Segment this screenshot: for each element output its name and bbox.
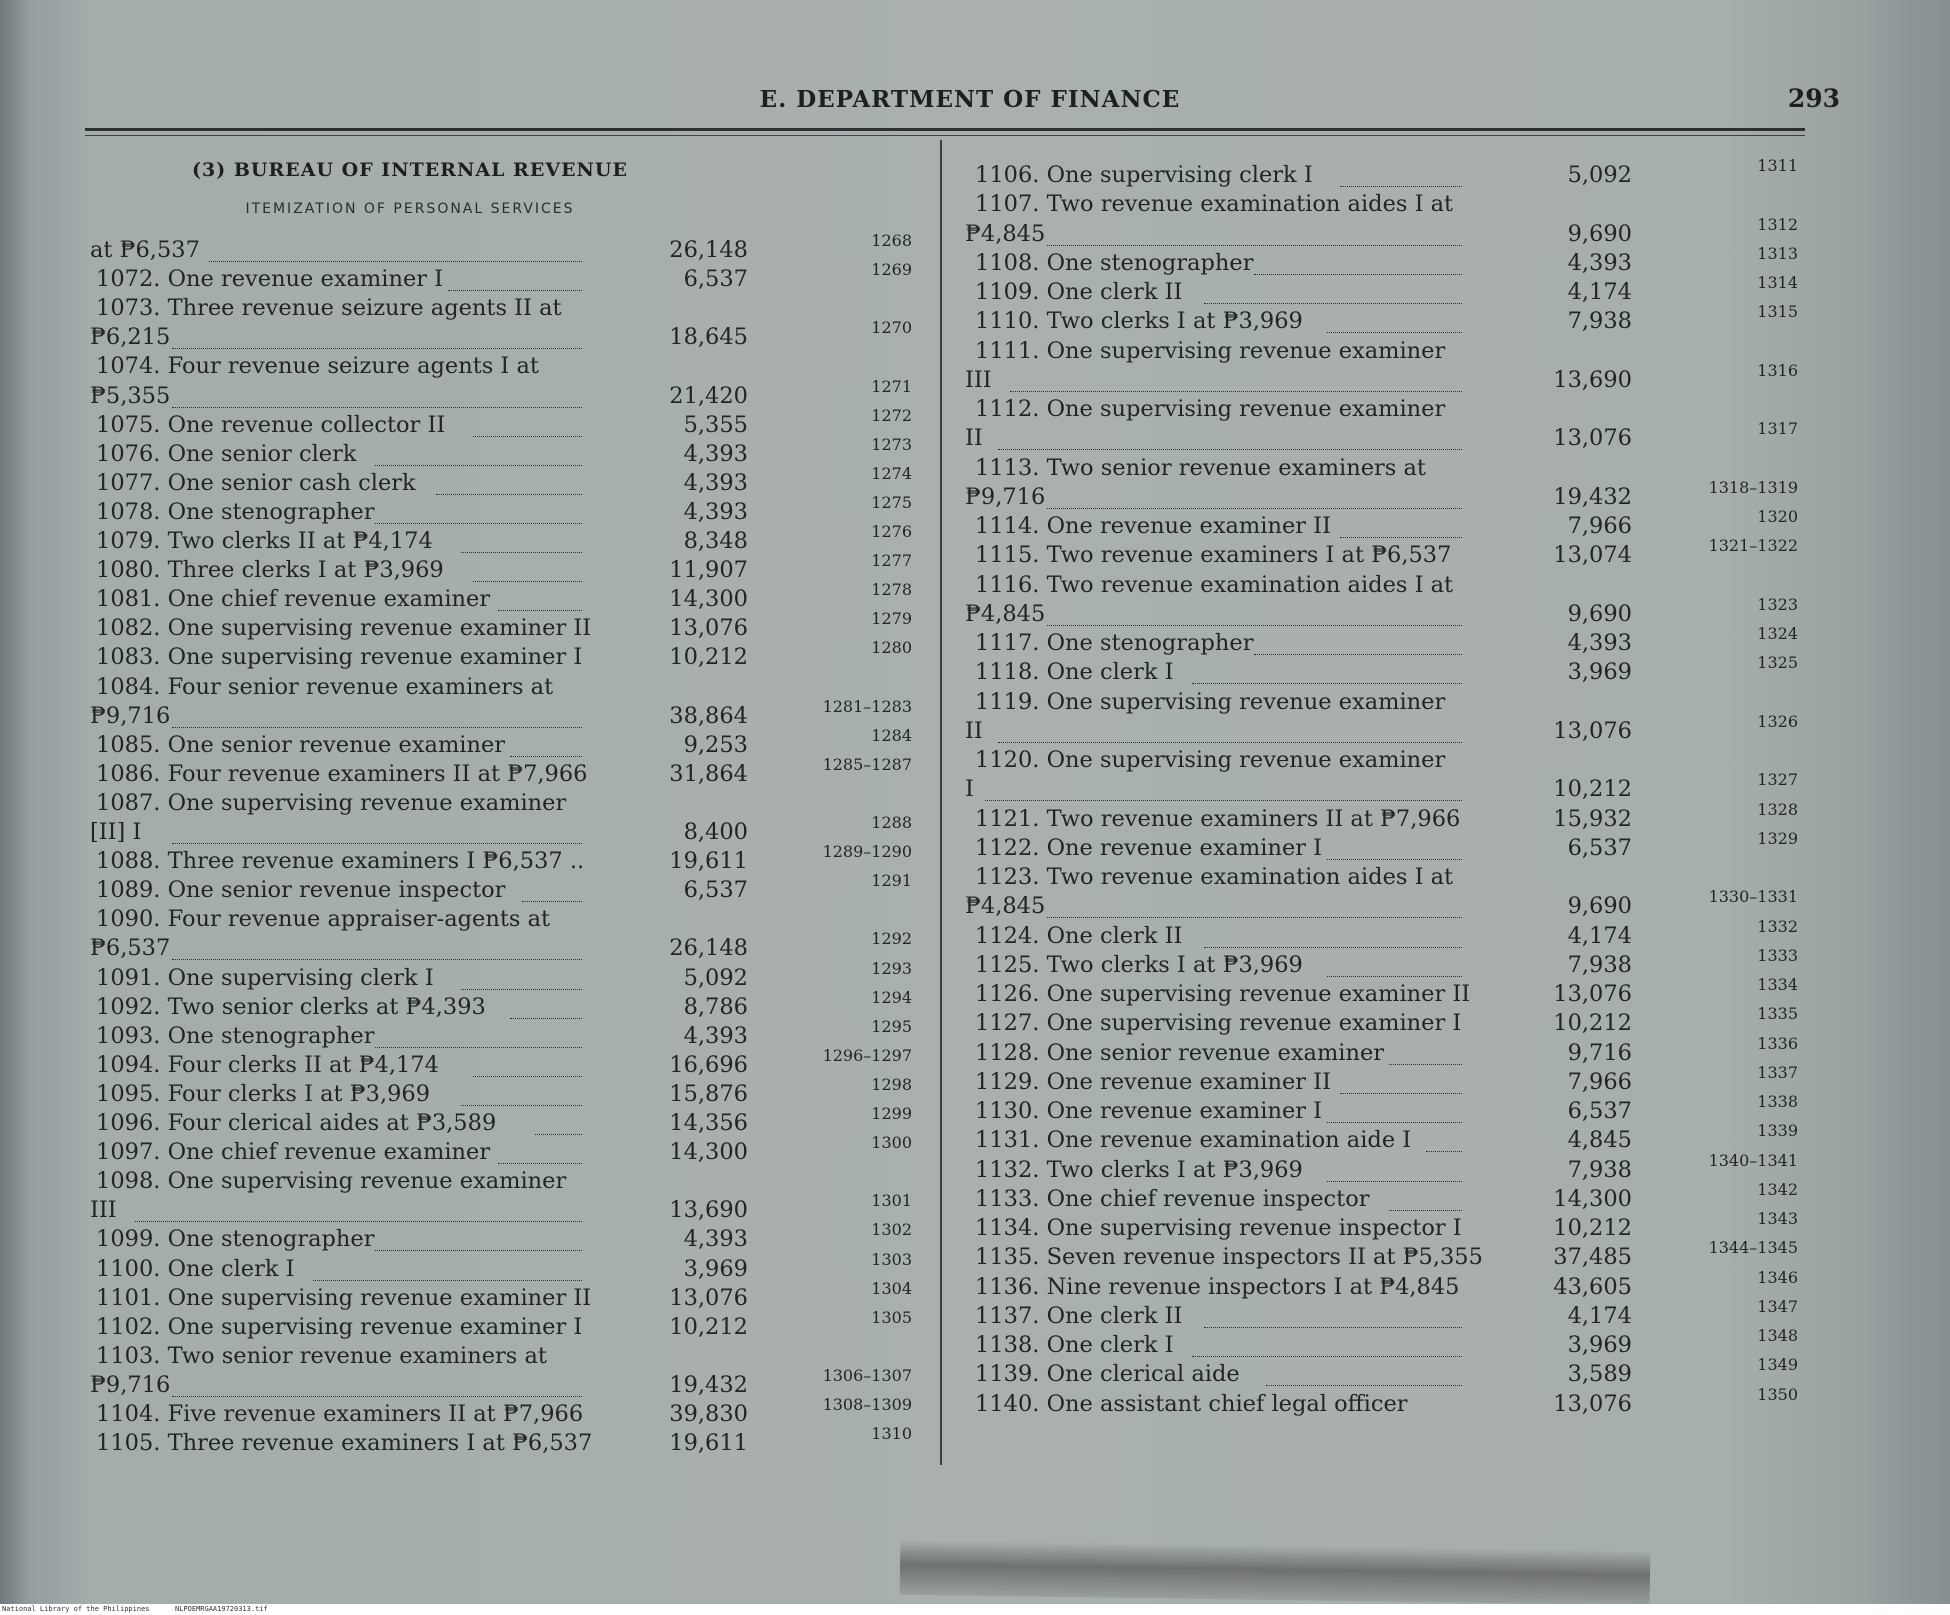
- item-amount: 13,076: [669, 615, 748, 642]
- item-amount: 8,400: [683, 819, 748, 845]
- item-reference-number: 1332: [1757, 916, 1798, 936]
- dot-leader: [1327, 1122, 1462, 1123]
- item-description: 1085. One senior revenue examiner: [96, 731, 506, 758]
- item-amount: 38,864: [669, 702, 748, 729]
- item-description: III: [965, 366, 992, 393]
- item-description: 1089. One senior revenue inspector: [96, 877, 506, 904]
- item-amount: 13,076: [669, 1284, 748, 1311]
- item-amount: 10,212: [669, 644, 748, 671]
- item-description: 1107. Two revenue examination aides I at: [975, 191, 1454, 218]
- item-reference-number: 1324: [1757, 624, 1798, 643]
- item-reference-number: 1314: [1757, 273, 1798, 292]
- item-description: III: [90, 1197, 117, 1224]
- dot-leader: [1266, 1385, 1462, 1386]
- item-reference-number: 1284: [871, 725, 912, 745]
- item-description: 1134. One supervising revenue inspector I: [975, 1215, 1462, 1241]
- item-description: ₱5,355: [90, 382, 171, 409]
- dot-leader: [1340, 186, 1462, 187]
- item-reference-number: 1312: [1757, 214, 1798, 234]
- item-reference-number: 1275: [871, 492, 912, 512]
- dot-leader: [209, 261, 582, 262]
- item-reference-number: 1272: [871, 405, 912, 425]
- item-amount: 9,690: [1567, 220, 1632, 247]
- item-reference-number: 1310: [871, 1424, 912, 1444]
- item-description: 1076. One senior clerk: [96, 440, 357, 467]
- dot-leader: [1254, 654, 1462, 655]
- item-description: 1137. One clerk II: [975, 1302, 1183, 1329]
- item-amount: 5,092: [683, 964, 748, 991]
- dot-leader: [1204, 1327, 1462, 1328]
- header-rule: [85, 128, 1805, 131]
- item-reference-number: 1318–1319: [1708, 477, 1798, 497]
- item-reference-number: 1276: [871, 522, 912, 541]
- item-description: 1130. One revenue examiner I: [975, 1098, 1323, 1124]
- item-reference-number: 1278: [871, 580, 912, 600]
- item-reference-number: 1316: [1757, 360, 1798, 380]
- item-description: 1080. Three clerks I at ₱3,969: [96, 557, 444, 584]
- dot-leader: [1426, 1151, 1462, 1152]
- item-description: 1112. One supervising revenue examiner: [975, 396, 1446, 422]
- dot-leader: [510, 756, 582, 757]
- item-amount: 3,969: [683, 1255, 748, 1282]
- footer-library: National Library of the Philippines: [2, 1605, 150, 1613]
- item-amount: 43,605: [1553, 1273, 1632, 1300]
- item-description: 1125. Two clerks I at ₱3,969: [975, 951, 1303, 978]
- item-description: 1101. One supervising revenue examiner II: [96, 1284, 592, 1311]
- item-amount: 8,786: [683, 993, 748, 1020]
- dot-leader: [1327, 1181, 1462, 1182]
- column-divider: [940, 140, 942, 1465]
- dot-leader: [1327, 976, 1462, 977]
- item-reference-number: 1317: [1757, 419, 1798, 439]
- item-description: 1103. Two senior revenue examiners at: [96, 1342, 547, 1369]
- item-description: 1083. One supervising revenue examiner I: [96, 644, 583, 671]
- item-description: ₱6,215: [90, 324, 171, 351]
- item-description: ₱6,537: [90, 935, 171, 962]
- item-amount: 4,393: [683, 1022, 748, 1049]
- item-description: 1073. Three revenue seizure agents II at: [96, 295, 562, 322]
- item-reference-number: 1350: [1757, 1384, 1798, 1404]
- item-reference-number: 1270: [871, 318, 912, 338]
- item-reference-number: 1269: [871, 260, 912, 280]
- item-amount: 26,148: [669, 935, 748, 962]
- item-reference-number: 1344–1345: [1708, 1238, 1798, 1258]
- dot-leader: [1047, 917, 1462, 918]
- item-amount: 14,300: [1553, 1185, 1632, 1212]
- item-amount: 4,393: [1567, 249, 1632, 276]
- item-description: 1124. One clerk II: [975, 922, 1183, 949]
- item-reference-number: 1323: [1757, 594, 1798, 614]
- item-reference-number: 1339: [1757, 1121, 1798, 1141]
- item-description: 1077. One senior cash clerk: [96, 469, 416, 496]
- item-reference-number: 1306–1307: [822, 1365, 912, 1385]
- item-amount: 9,690: [1567, 893, 1632, 920]
- item-description: II: [965, 425, 983, 452]
- item-amount: 31,864: [669, 760, 748, 787]
- item-description: ₱9,716: [90, 1371, 171, 1398]
- item-description: 1082. One supervising revenue examiner II: [96, 615, 592, 642]
- item-amount: 9,253: [683, 731, 748, 758]
- item-amount: 26,148: [669, 237, 748, 263]
- dot-leader: [1192, 683, 1462, 684]
- item-amount: 7,938: [1567, 308, 1632, 335]
- item-amount: 3,589: [1567, 1361, 1632, 1388]
- dot-leader: [375, 465, 582, 466]
- item-amount: 10,212: [669, 1313, 748, 1340]
- dot-leader: [375, 1047, 582, 1048]
- item-amount: 4,393: [683, 469, 748, 496]
- item-description: 1078. One stenographer: [96, 498, 375, 525]
- item-reference-number: 1298: [871, 1074, 912, 1094]
- dot-leader: [510, 1018, 582, 1019]
- item-amount: 5,092: [1567, 162, 1632, 188]
- dot-leader: [998, 449, 1462, 450]
- item-description: 1075. One revenue collector II: [96, 411, 446, 438]
- item-amount: 16,696: [669, 1051, 748, 1078]
- item-reference-number: 1277: [871, 551, 912, 571]
- dot-leader: [461, 552, 582, 553]
- item-description: 1074. Four revenue seizure agents I at: [96, 353, 539, 380]
- item-amount: 7,966: [1567, 513, 1632, 539]
- item-description: 1136. Nine revenue inspectors I at ₱4,845: [975, 1273, 1460, 1300]
- item-reference-number: 1334: [1757, 975, 1798, 994]
- dot-leader: [498, 1163, 582, 1164]
- item-description: 1114. One revenue examiner II: [975, 513, 1331, 539]
- item-reference-number: 1280: [871, 638, 912, 658]
- item-description: 1126. One supervising revenue examiner II: [975, 981, 1471, 1007]
- item-amount: 15,932: [1553, 805, 1632, 832]
- dot-leader: [172, 1396, 582, 1397]
- item-description: ₱9,716: [90, 702, 171, 729]
- item-amount: 3,969: [1567, 1332, 1632, 1358]
- item-amount: 11,907: [669, 557, 748, 584]
- item-reference-number: 1291: [871, 871, 912, 891]
- dot-leader: [1389, 1210, 1462, 1211]
- item-description: 1140. One assistant chief legal officer: [975, 1390, 1408, 1417]
- item-description: 1139. One clerical aide: [975, 1361, 1240, 1388]
- item-reference-number: 1296–1297: [822, 1045, 912, 1065]
- dot-leader: [1204, 303, 1462, 304]
- dot-leader: [1010, 391, 1462, 392]
- item-description: 1113. Two senior revenue examiners at: [975, 454, 1426, 481]
- item-description: 1095. Four clerks I at ₱3,969: [96, 1080, 431, 1107]
- item-description: 1088. Three revenue examiners I ₱6,537 ..: [96, 848, 585, 875]
- item-description: 1106. One supervising clerk I: [975, 162, 1313, 188]
- item-description: 1109. One clerk II: [975, 279, 1183, 305]
- item-description: 1098. One supervising revenue examiner: [96, 1168, 567, 1195]
- dot-leader: [1254, 274, 1462, 275]
- item-reference-number: 1304: [871, 1278, 912, 1298]
- item-description: 1092. Two senior clerks at ₱4,393: [96, 993, 486, 1020]
- item-description: 1105. Three revenue examiners I at ₱6,537: [96, 1430, 593, 1457]
- item-reference-number: 1347: [1757, 1296, 1798, 1316]
- item-reference-number: 1285–1287: [822, 754, 912, 774]
- dot-leader: [1047, 245, 1462, 246]
- item-description: II: [965, 717, 983, 744]
- dot-leader: [522, 901, 582, 902]
- item-description: ₱9,716: [965, 483, 1046, 510]
- dot-leader: [535, 1134, 583, 1135]
- item-description: 1086. Four revenue examiners II at ₱7,966: [96, 760, 588, 787]
- item-description: at ₱6,537: [90, 237, 200, 263]
- dot-leader: [1192, 1356, 1462, 1357]
- item-reference-number: 1268: [871, 231, 912, 250]
- item-description: 1127. One supervising revenue examiner I: [975, 1010, 1462, 1037]
- item-reference-number: 1293: [871, 958, 912, 978]
- item-reference-number: 1329: [1757, 828, 1798, 848]
- item-amount: 37,485: [1553, 1244, 1632, 1271]
- item-amount: 13,076: [1553, 717, 1632, 744]
- item-amount: 14,356: [669, 1110, 748, 1136]
- item-description: 1094. Four clerks II at ₱4,174: [96, 1051, 439, 1078]
- item-description: ₱4,845: [965, 220, 1046, 247]
- item-amount: 7,938: [1567, 951, 1632, 978]
- dot-leader: [461, 1105, 582, 1106]
- item-description: 1081. One chief revenue examiner: [96, 586, 491, 613]
- item-reference-number: 1330–1331: [1708, 887, 1798, 907]
- dot-leader: [1327, 332, 1462, 333]
- dot-leader: [135, 1221, 582, 1222]
- item-reference-number: 1348: [1757, 1326, 1798, 1345]
- item-amount: 19,611: [669, 848, 748, 875]
- dot-leader: [172, 727, 582, 728]
- item-description: [II] I: [90, 819, 142, 845]
- dot-leader: [313, 1280, 582, 1281]
- item-description: 1091. One supervising clerk I: [96, 964, 434, 991]
- page-number: 293: [1787, 84, 1840, 113]
- item-amount: 6,537: [1567, 834, 1632, 861]
- item-reference-number: 1343: [1757, 1209, 1798, 1228]
- item-amount: 4,845: [1567, 1127, 1632, 1154]
- item-reference-number: 1289–1290: [822, 842, 912, 862]
- item-amount: 3,969: [1567, 659, 1632, 686]
- item-reference-number: 1295: [871, 1016, 912, 1036]
- item-reference-number: 1303: [871, 1249, 912, 1269]
- item-reference-number: 1315: [1757, 302, 1798, 322]
- item-description: 1121. Two revenue examiners II at ₱7,966: [975, 805, 1461, 832]
- item-reference-number: 1299: [871, 1104, 912, 1123]
- item-description: 1093. One stenographer: [96, 1022, 375, 1049]
- item-amount: 13,076: [1553, 425, 1632, 452]
- item-description: 1097. One chief revenue examiner: [96, 1139, 491, 1166]
- item-description: 1128. One senior revenue examiner: [975, 1039, 1385, 1066]
- dot-leader: [448, 290, 582, 291]
- dot-leader: [998, 742, 1462, 743]
- item-reference-number: 1279: [871, 609, 912, 629]
- item-description: 1115. Two revenue examiners I at ₱6,537: [975, 542, 1452, 569]
- item-reference-number: 1321–1322: [1708, 536, 1798, 556]
- item-reference-number: 1338: [1757, 1092, 1798, 1111]
- item-amount: 4,393: [683, 498, 748, 525]
- item-amount: 14,300: [669, 586, 748, 613]
- item-description: 1084. Four senior revenue examiners at: [96, 673, 554, 700]
- item-reference-number: 1302: [871, 1220, 912, 1240]
- item-reference-number: 1274: [871, 463, 912, 483]
- item-amount: 13,690: [669, 1197, 748, 1224]
- dot-leader: [498, 610, 582, 611]
- dot-leader: [985, 800, 1462, 801]
- item-reference-number: 1349: [1757, 1355, 1798, 1375]
- item-reference-number: 1326: [1757, 711, 1798, 731]
- item-reference-number: 1281–1283: [822, 696, 912, 716]
- item-amount: 19,611: [669, 1430, 748, 1457]
- dot-leader: [1340, 1093, 1462, 1094]
- item-description: 1118. One clerk I: [975, 659, 1174, 686]
- item-amount: 13,690: [1553, 366, 1632, 393]
- item-reference-number: 1301: [871, 1191, 912, 1211]
- item-description: 1108. One stenographer: [975, 249, 1254, 276]
- item-reference-number: 1346: [1757, 1267, 1798, 1287]
- item-amount: 39,830: [669, 1401, 748, 1427]
- dot-leader: [1047, 625, 1462, 626]
- item-description: 1122. One revenue examiner I: [975, 834, 1323, 861]
- item-description: 1079. Two clerks II at ₱4,174: [96, 528, 433, 554]
- item-reference-number: 1288: [871, 813, 912, 832]
- item-reference-number: 1342: [1757, 1179, 1798, 1199]
- item-amount: 13,076: [1553, 1390, 1632, 1417]
- dot-leader: [1340, 537, 1462, 538]
- item-description: 1138. One clerk I: [975, 1332, 1174, 1358]
- item-reference-number: 1327: [1757, 770, 1798, 790]
- item-description: 1090. Four revenue appraiser-agents at: [96, 906, 551, 933]
- item-amount: 15,876: [669, 1080, 748, 1107]
- item-description: 1100. One clerk I: [96, 1255, 295, 1282]
- item-description: 1116. Two revenue examination aides I at: [975, 571, 1454, 598]
- dot-leader: [436, 494, 582, 495]
- item-description: 1117. One stenographer: [975, 630, 1254, 656]
- dot-leader: [473, 581, 582, 582]
- dot-leader: [473, 1076, 582, 1077]
- item-reference-number: 1273: [871, 434, 912, 454]
- item-description: 1132. Two clerks I at ₱3,969: [975, 1156, 1303, 1183]
- item-description: 1133. One chief revenue inspector: [975, 1185, 1370, 1212]
- item-reference-number: 1333: [1757, 945, 1798, 965]
- item-amount: 13,074: [1553, 542, 1632, 569]
- item-reference-number: 1328: [1757, 799, 1798, 819]
- item-reference-number: 1294: [871, 987, 912, 1007]
- item-description: ₱4,845: [965, 600, 1046, 627]
- item-description: I: [965, 776, 974, 803]
- dot-leader: [375, 523, 582, 524]
- item-amount: 14,300: [669, 1139, 748, 1166]
- item-amount: 4,174: [1567, 1302, 1632, 1329]
- item-description: 1087. One supervising revenue examiner: [96, 789, 567, 816]
- item-description: 1135. Seven revenue inspectors II at ₱5,355: [975, 1244, 1483, 1271]
- item-reference-number: 1325: [1757, 653, 1798, 673]
- item-amount: 7,966: [1567, 1068, 1632, 1095]
- item-description: 1102. One supervising revenue examiner I: [96, 1313, 583, 1340]
- item-description: 1119. One supervising revenue examiner: [975, 688, 1446, 715]
- item-amount: 9,716: [1567, 1039, 1632, 1066]
- item-amount: 6,537: [1567, 1098, 1632, 1124]
- item-description: 1123. Two revenue examination aides I at: [975, 864, 1454, 890]
- item-reference-number: 1300: [871, 1133, 912, 1153]
- item-amount: 10,212: [1553, 1010, 1632, 1037]
- dot-leader: [1047, 508, 1462, 509]
- item-amount: 7,938: [1567, 1156, 1632, 1183]
- header-rule-thin: [85, 135, 1805, 136]
- item-description: 1104. Five revenue examiners II at ₱7,966: [96, 1401, 584, 1427]
- item-reference-number: 1340–1341: [1708, 1150, 1798, 1170]
- scan-footer: [0, 1604, 1950, 1615]
- section-subtitle: ITEMIZATION OF PERSONAL SERVICES: [245, 201, 575, 217]
- item-amount: 4,393: [1567, 630, 1632, 656]
- item-reference-number: 1271: [871, 376, 912, 396]
- item-reference-number: 1292: [871, 929, 912, 949]
- item-reference-number: 1308–1309: [822, 1395, 912, 1414]
- dot-leader: [473, 436, 582, 437]
- dot-leader: [172, 959, 582, 960]
- item-amount: 6,537: [683, 266, 748, 293]
- item-amount: 6,537: [683, 877, 748, 904]
- dot-leader: [172, 843, 582, 844]
- item-description: 1072. One revenue examiner I: [96, 266, 444, 293]
- item-reference-number: 1320: [1757, 507, 1798, 526]
- item-description: 1120. One supervising revenue examiner: [975, 747, 1446, 773]
- dot-leader: [1204, 947, 1462, 948]
- item-description: 1111. One supervising revenue examiner: [975, 337, 1446, 364]
- item-reference-number: 1336: [1757, 1033, 1798, 1053]
- item-amount: 19,432: [669, 1371, 748, 1398]
- dot-leader: [172, 348, 582, 349]
- page-header-title: E. DEPARTMENT OF FINANCE: [759, 86, 1181, 113]
- item-reference-number: 1337: [1757, 1062, 1798, 1082]
- item-reference-number: 1335: [1757, 1004, 1798, 1024]
- item-amount: 4,174: [1567, 279, 1632, 305]
- item-description: 1099. One stenographer: [96, 1226, 375, 1253]
- item-description: ₱4,845: [965, 893, 1046, 920]
- item-amount: 9,690: [1567, 600, 1632, 627]
- item-amount: 21,420: [669, 382, 748, 409]
- dot-leader: [1389, 1064, 1462, 1065]
- item-description: 1129. One revenue examiner II: [975, 1068, 1331, 1095]
- item-amount: 4,174: [1567, 922, 1632, 949]
- dot-leader: [172, 407, 582, 408]
- item-amount: 10,212: [1553, 1215, 1632, 1241]
- item-amount: 4,393: [683, 1226, 748, 1253]
- item-amount: 19,432: [1553, 483, 1632, 510]
- item-reference-number: 1313: [1757, 243, 1798, 263]
- section-title: (3) BUREAU OF INTERNAL REVENUE: [192, 159, 628, 181]
- item-amount: 4,393: [683, 440, 748, 467]
- item-reference-number: 1305: [871, 1307, 912, 1327]
- item-description: 1110. Two clerks I at ₱3,969: [975, 308, 1303, 335]
- item-amount: 5,355: [683, 411, 748, 438]
- dot-leader: [1327, 859, 1462, 860]
- item-reference-number: 1311: [1757, 156, 1798, 175]
- item-description: 1096. Four clerical aides at ₱3,589: [96, 1110, 497, 1136]
- item-amount: 8,348: [683, 528, 748, 554]
- item-amount: 13,076: [1553, 981, 1632, 1007]
- item-amount: 10,212: [1553, 776, 1632, 803]
- item-description: 1131. One revenue examination aide I: [975, 1127, 1412, 1154]
- footer-file: NLPOEMRGAA19720313.tif: [175, 1605, 268, 1613]
- dot-leader: [375, 1250, 582, 1251]
- item-amount: 18,645: [669, 324, 748, 351]
- dot-leader: [461, 989, 582, 990]
